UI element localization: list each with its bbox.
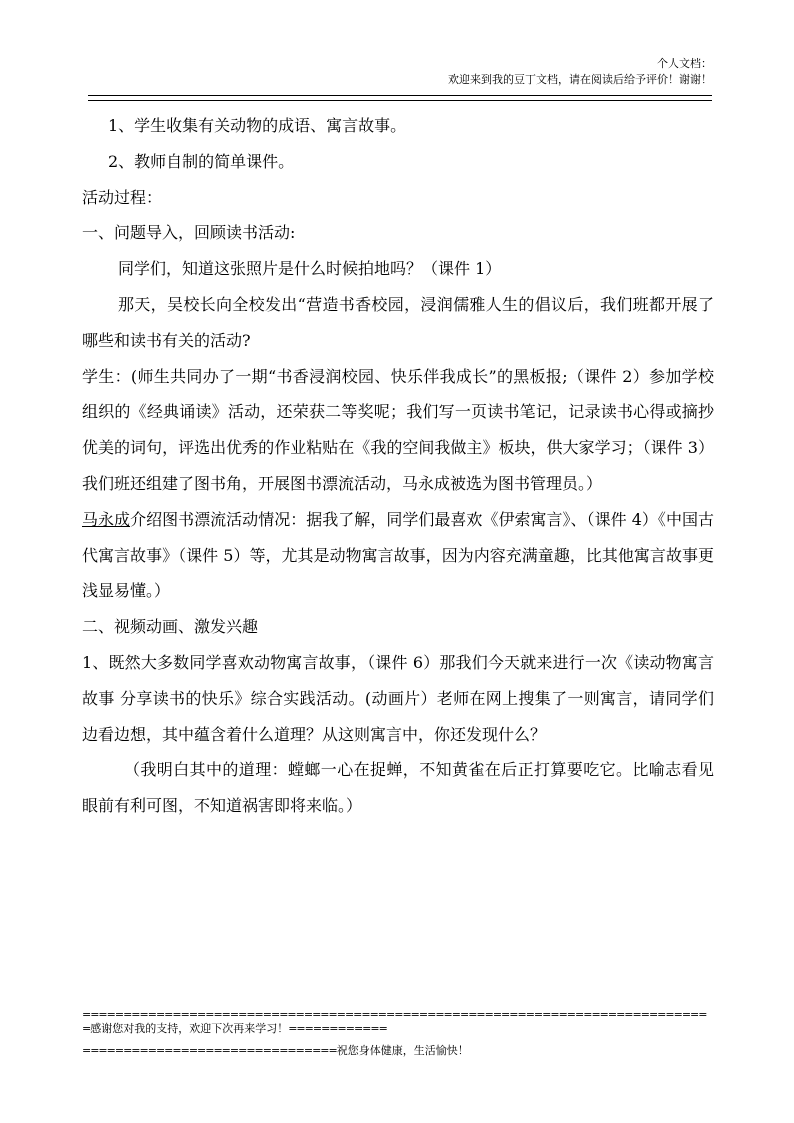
paragraph-prep-2: 2、教师自制的简单课件。 — [108, 151, 295, 171]
header-welcome-text: 欢迎来到我的豆丁文档，请在阅读后给予评价！谢谢！ — [448, 73, 712, 86]
paragraph-prep-1: 1、学生收集有关动物的成语、寓言故事。 — [108, 116, 407, 135]
paragraph-moral: （我明白其中的道理：螳螂一心在捉蝉，不知黄雀在后正打算要吃它。比喻志看见眼前有利可图，不知道祸害即将来临。） — [82, 760, 714, 816]
document-body — [82, 108, 714, 824]
section-heading-process: 活动过程： — [82, 187, 163, 207]
page-footer — [82, 1008, 714, 1058]
page-header — [88, 56, 712, 88]
paragraph-activity: 1、既然大多数同学喜欢动物寓言故事，（课件 6）那我们今天就来进行一次《读动物寓言故事 分享读书的快乐》综合实践活动。(动画片）老师在网上搜集了一则寓言，请同学们边看边想，其中蕴含着什么道理？从这则寓言中，你还发现什么？ — [82, 652, 714, 744]
section-heading-2: 二、视频动画、激发兴趣 — [82, 617, 259, 637]
paragraph-initiative: 那天，吴校长向全校发出“营造书香校园，浸润儒雅人生的倡议后，我们班都开展了哪些和读书有关的活动? — [82, 294, 714, 350]
footer-rule-2: ============ — [288, 1022, 387, 1035]
paragraph-book-drift-text: 介绍图书漂流活动情况：据我了解，同学们最喜欢《伊索寓言》、（课件 4）《中国古代寓言故事》（课件 5）等，尤其是动物寓言故事，因为内容充满童趣，比其他寓言故事更浅显易懂。） — [82, 509, 714, 601]
header-label: 个人文档： — [657, 57, 712, 70]
paragraph-question: 同学们，知道这张照片是什么时候拍地吗？（课件 1） — [118, 259, 502, 279]
paragraph-book-drift — [82, 502, 714, 609]
header-divider — [88, 95, 712, 101]
paragraph-students: 学生：(师生共同办了一期“书香浸润校园、快乐伴我成长”的黑板报;（课件 2）参加学校组织的《经典诵读》活动，还荣获二等奖呢；我们写一页读书笔记，记录读书心得或摘抄优美的词句，评选出优秀的作业粘贴在《我的空间我做主》板块，供大家学习；（课件 3）我们班还组建了图书角，开展图书漂流活动，马永成被选为图书管理员。） — [82, 366, 714, 493]
footer-rule-1: ============================================================================= — [82, 1008, 707, 1035]
section-heading-1: 一、问题导入，回顾读书活动: — [82, 223, 296, 243]
footer-thanks-text: 感谢您对我的支持，欢迎下次再来学习！ — [90, 1022, 289, 1035]
footer-rule-3: =============================== — [82, 1044, 337, 1057]
footer-wish-text: 祝您身体健康，生活愉快！ — [336, 1044, 469, 1057]
student-name: 马永成 — [82, 509, 131, 529]
